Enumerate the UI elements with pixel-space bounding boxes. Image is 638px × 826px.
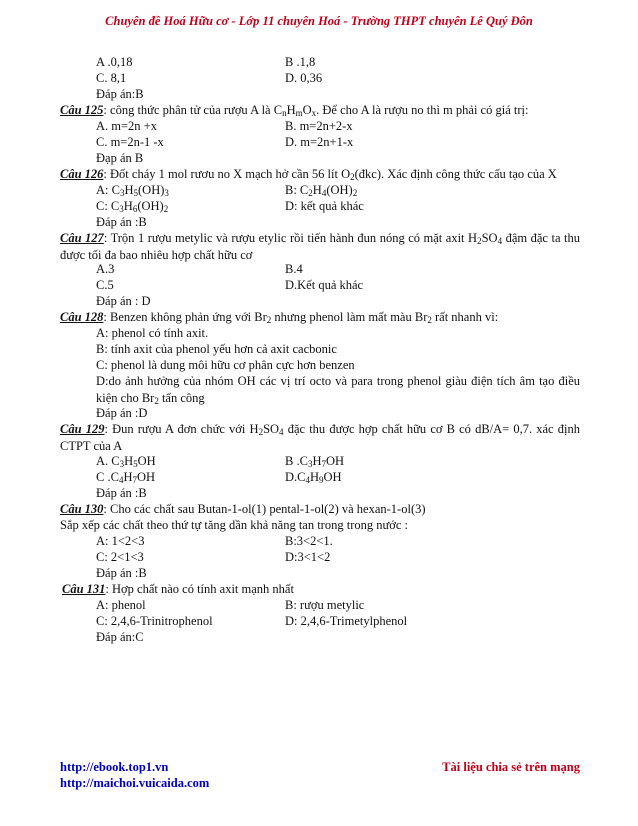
option-text: B .C (285, 454, 308, 468)
question-129 (60, 421, 580, 454)
subscript: 2 (352, 188, 358, 198)
question-125 (60, 103, 528, 118)
subscript: 5 (133, 459, 138, 469)
option-text: OH (136, 470, 156, 484)
option-text: B: C (285, 183, 309, 197)
question-number: Câu 130 (60, 502, 104, 516)
option-text: OH (323, 470, 342, 484)
answer: Đáp án : D (96, 294, 151, 308)
question-text: SO (481, 231, 498, 245)
subscript: 3 (119, 204, 124, 214)
option-text: A. C (96, 454, 120, 468)
question-text: : Đun rượu A đơn chức với H (104, 422, 259, 436)
option-text: C .C (96, 470, 119, 484)
option-c: C.5 (96, 278, 114, 292)
option-text: H (312, 183, 322, 197)
question-text: : Benzen không phản ứng với Br (103, 310, 267, 324)
option-text: (OH) (137, 199, 164, 213)
option-text: H (123, 470, 133, 484)
question-text: (đkc). Xác định công thức cấu tạo của X (354, 167, 557, 181)
option-d: D: kết quả khác (285, 199, 364, 213)
question-text: nhưng phenol làm mất màu Br (271, 310, 428, 324)
option-text: H (124, 454, 134, 468)
option-c (96, 470, 155, 485)
footer-link-maichoi[interactable]: http://maichoi.vuicaida.com (60, 776, 210, 790)
subscript: 3 (307, 459, 313, 469)
question-number: Câu 125 (60, 103, 104, 117)
option-a (96, 454, 156, 469)
subscript: 5 (133, 188, 138, 198)
subscript: 2 (163, 204, 169, 214)
question-text: H (286, 103, 296, 117)
option-text: D:do ảnh hưởng của nhóm OH các vị trí octo và para trong phenol giàu điện tích âm tạo điều kiện cho Br (96, 374, 580, 405)
subscript: 4 (279, 427, 284, 437)
subscript: 2 (266, 315, 272, 325)
option-text: H (310, 470, 320, 484)
option-c: C: 2,4,6-Trinitrophenol (96, 614, 213, 628)
option-c: C. 8,1 (96, 71, 127, 85)
option-d: D. m=2n+1-x (285, 135, 354, 149)
question-text: : Trộn 1 rượu metylic và rượu etylic rồi tiến hành đun nóng có mặt axit H (103, 231, 478, 245)
subscript: 7 (132, 475, 137, 485)
option-text: H (124, 183, 134, 197)
subscript: n (282, 108, 287, 118)
subscript: m (295, 108, 303, 118)
subscript: 4 (118, 475, 124, 485)
option-a: A: 1<2<3 (96, 534, 145, 548)
option-b: B .1,8 (285, 55, 316, 69)
subscript: 4 (497, 236, 503, 246)
option-text: (OH) (326, 183, 353, 197)
question-text: : Đốt cháy 1 mol rươu no X mạch hở cần 56 lít O (103, 167, 351, 181)
question-text: rất nhanh vì: (431, 310, 499, 324)
option-d: D:3<1<2 (285, 550, 331, 564)
option-text: H (312, 454, 322, 468)
option-d: D: 2,4,6-Trimetylphenol (285, 614, 408, 628)
answer: Đáp án :D (96, 406, 148, 420)
answer: Đáp án:B (96, 87, 144, 101)
subscript: x (311, 108, 317, 118)
footer-note: Tài liệu chia sẻ trên mạng (442, 760, 580, 774)
subscript: 7 (321, 459, 326, 469)
option-d: D.Kết quả khác (285, 278, 364, 292)
option-a: A: phenol (96, 598, 146, 612)
question-text: . Để cho A là rượu no thì m phải có giá trị: (316, 103, 529, 117)
question-text: SO (263, 422, 280, 436)
question-130 (60, 502, 426, 517)
page-header: Chuyên đề Hoá Hữu cơ - Lớp 11 chuyên Hoá - Trường THPT chuyên Lê Quý Đôn (105, 14, 533, 28)
option-text: (OH) (138, 183, 165, 197)
answer: Đáp án:C (96, 630, 144, 644)
question-text: đậm đặc ta thu được tối đa bao nhiêu hợp chất hữu cơ (60, 231, 580, 262)
subscript: 2 (350, 172, 355, 182)
option-text: C: C (96, 199, 120, 213)
question-number: Câu 127 (60, 231, 104, 245)
option-text: tấn công (158, 390, 205, 405)
question-number: Câu 129 (60, 422, 105, 436)
option-text: A: C (96, 183, 120, 197)
option-c: C: phenol là dung môi hữu cơ phân cực hơn benzen (96, 358, 355, 372)
option-b: B: rượu metylic (285, 598, 365, 612)
option-a: A .0,18 (96, 55, 133, 69)
subscript: 3 (164, 188, 169, 198)
option-a: A. m=2n +x (96, 119, 157, 133)
question-text: : Hợp chất nào có tính axit mạnh nhất (105, 582, 294, 596)
answer: Đáp án :B (96, 215, 147, 229)
option-a (96, 183, 169, 198)
question-127 (60, 230, 580, 263)
footer-link-ebook[interactable]: http://ebook.top1.vn (60, 760, 169, 774)
option-b (285, 183, 357, 198)
subscript: 2 (427, 315, 432, 325)
question-number: Câu 128 (60, 310, 104, 324)
subscript: 2 (308, 188, 313, 198)
question-130-line2: Sắp xếp các chất theo thứ tự tăng dần khả năng tan trong trong nước : (60, 518, 409, 532)
question-131 (62, 582, 294, 597)
option-a: A.3 (96, 262, 115, 276)
option-text: D.C (285, 470, 306, 484)
answer: Đáp án :B (96, 486, 147, 500)
option-b: B. m=2n+2-x (285, 119, 353, 133)
question-126 (60, 167, 557, 182)
answer: Đạp án B (96, 151, 144, 165)
question-128 (60, 310, 498, 325)
subscript: 2 (154, 395, 159, 406)
question-text: : Cho các chất sau Butan-1-ol(1) pental-1-ol(2) và hexan-1-ol(3) (103, 502, 426, 516)
option-text: H (123, 199, 133, 213)
option-c: C. m=2n-1 -x (96, 135, 164, 149)
option-text: OH (325, 454, 345, 468)
option-d (285, 470, 342, 485)
subscript: 2 (258, 427, 264, 437)
option-d (96, 373, 580, 406)
option-c: C: 2<1<3 (96, 550, 144, 564)
subscript: 4 (305, 475, 310, 485)
option-b: B.4 (285, 262, 303, 276)
subscript: 4 (321, 188, 327, 198)
subscript: 3 (119, 188, 125, 198)
subscript: 9 (319, 475, 324, 485)
option-a: A: phenol có tính axit. (96, 326, 209, 340)
subscript: 3 (119, 459, 125, 469)
question-number: Câu 131 (62, 582, 106, 596)
option-b: B: tính axit của phenol yếu hơn cả axit cacbonic (96, 342, 337, 356)
option-text: OH (137, 454, 156, 468)
option-c (96, 199, 168, 214)
answer: Đáp án :B (96, 566, 147, 580)
question-text: : công thức phân tử của rượu A là C (103, 103, 283, 117)
option-b: B:3<2<1. (285, 534, 333, 548)
option-b (285, 454, 344, 469)
question-text: O (302, 103, 312, 117)
subscript: 2 (477, 236, 482, 246)
option-d: D. 0,36 (285, 71, 323, 85)
subscript: 6 (132, 204, 138, 214)
question-number: Câu 126 (60, 167, 104, 181)
question-text: đặc thu được hợp chất hữu cơ B có dB/A= 0,7. xác định CTPT của A (60, 422, 580, 453)
